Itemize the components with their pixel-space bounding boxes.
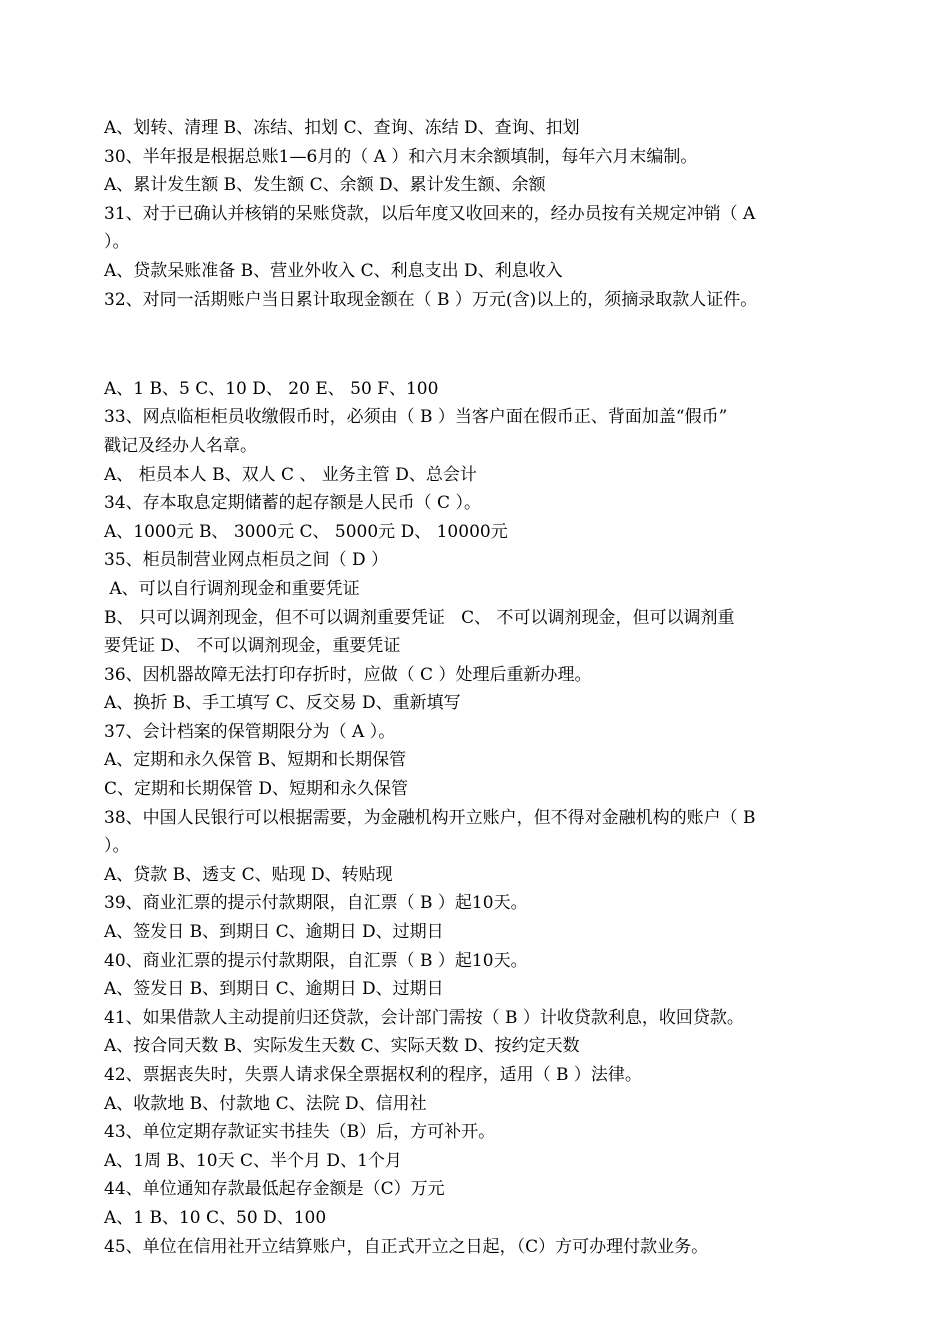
text-line: 37、会计档案的保管期限分为（ A ）。 <box>104 721 396 742</box>
blank-line <box>104 330 850 359</box>
text-line: A、1周 B、10天 C、半个月 D、1个月 <box>104 1150 402 1171</box>
text-line: 34、存本取息定期储蓄的起存额是人民币（ C ）。 <box>104 493 481 514</box>
text-line: A、签发日 B、到期日 C、逾期日 D、过期日 <box>104 922 444 943</box>
text-line: A、1000元 B、 3000元 C、 5000元 D、 10000元 <box>104 521 508 542</box>
text-line: 31、对于已确认并核销的呆账贷款，以后年度又收回来的，经办员按有关规定冲销（ A <box>104 203 756 224</box>
text-line: 44、单位通知存款最低起存金额是（C）万元 <box>104 1179 445 1200</box>
text-line: A、换折 B、手工填写 C、反交易 D、重新填写 <box>104 693 461 714</box>
text-line: 39、商业汇票的提示付款期限，自汇票（ B ）起10天。 <box>104 893 528 914</box>
text-line: 戳记及经办人名章。 <box>104 435 257 456</box>
text-line: 33、网点临柜柜员收缴假币时，必须由（ B ）当客户面在假币正、背面加盖“假币” <box>104 407 728 428</box>
text-line: A、贷款 B、透支 C、贴现 D、转贴现 <box>104 864 393 885</box>
text-line: 45、单位在信用社开立结算账户，自正式开立之日起，（C）方可办理付款业务。 <box>104 1236 709 1257</box>
text-line: ）。 <box>104 836 130 857</box>
text-line: A、贷款呆账准备 B、营业外收入 C、利息支出 D、利息收入 <box>104 260 563 281</box>
text-line: A、1 B、10 C、50 D、100 <box>104 1207 327 1228</box>
text-line: 38、中国人民银行可以根据需要，为金融机构开立账户，但不得对金融机构的账户（ B <box>104 807 756 828</box>
text-line: 35、柜员制营业网点柜员之间（ D ） <box>104 550 389 571</box>
text-line: A、划转、清理 B、冻结、扣划 C、查询、冻结 D、查询、扣划 <box>104 118 580 138</box>
text-line: 30、半年报是根据总账1—6月的（ A ）和六月末余额填制，每年六月末编制。 <box>104 146 698 167</box>
text-line: A、1 B、5 C、10 D、 20 E、 50 F、100 <box>104 378 439 399</box>
text-line: 32、对同一活期账户当日累计取现金额在（ B ）万元(含)以上的，须摘录取款人证件。 <box>104 289 758 310</box>
text-line: ）。 <box>104 232 130 253</box>
text-line: 要凭证 D、 不可以调剂现金，重要凭证 <box>104 636 401 657</box>
text-line: A、累计发生额 B、发生额 C、余额 D、累计发生额、余额 <box>104 175 546 196</box>
text-line: A、按合同天数 B、实际发生天数 C、实际天数 D、按约定天数 <box>104 1036 580 1057</box>
text-line: 41、如果借款人主动提前归还贷款，会计部门需按（ B ）计收贷款利息，收回贷款。 <box>104 1007 744 1028</box>
text-line: B、 只可以调剂现金，但不可以调剂重要凭证 C、 不可以调剂现金，但可以调剂重 <box>104 607 735 628</box>
text-line: A、定期和永久保管 B、短期和长期保管 <box>104 750 407 771</box>
text-line: 43、单位定期存款证实书挂失（B）后，方可补开。 <box>104 1122 496 1143</box>
text-line: 40、商业汇票的提示付款期限，自汇票（ B ）起10天。 <box>104 950 528 971</box>
text-line: A、可以自行调剂现金和重要凭证 <box>104 578 360 599</box>
text-line: A、 柜员本人 B、双人 C 、 业务主管 D、总会计 <box>104 464 477 485</box>
text-line: A、收款地 B、付款地 C、法院 D、信用社 <box>104 1093 427 1114</box>
text-line: 36、因机器故障无法打印存折时，应做（ C ）处理后重新办理。 <box>104 664 592 685</box>
text-line: A、签发日 B、到期日 C、逾期日 D、过期日 <box>104 979 444 1000</box>
text-line: C、定期和长期保管 D、短期和永久保管 <box>104 779 409 800</box>
text-line: 42、票据丧失时，失票人请求保全票据权利的程序，适用（ B ）法律。 <box>104 1065 642 1085</box>
